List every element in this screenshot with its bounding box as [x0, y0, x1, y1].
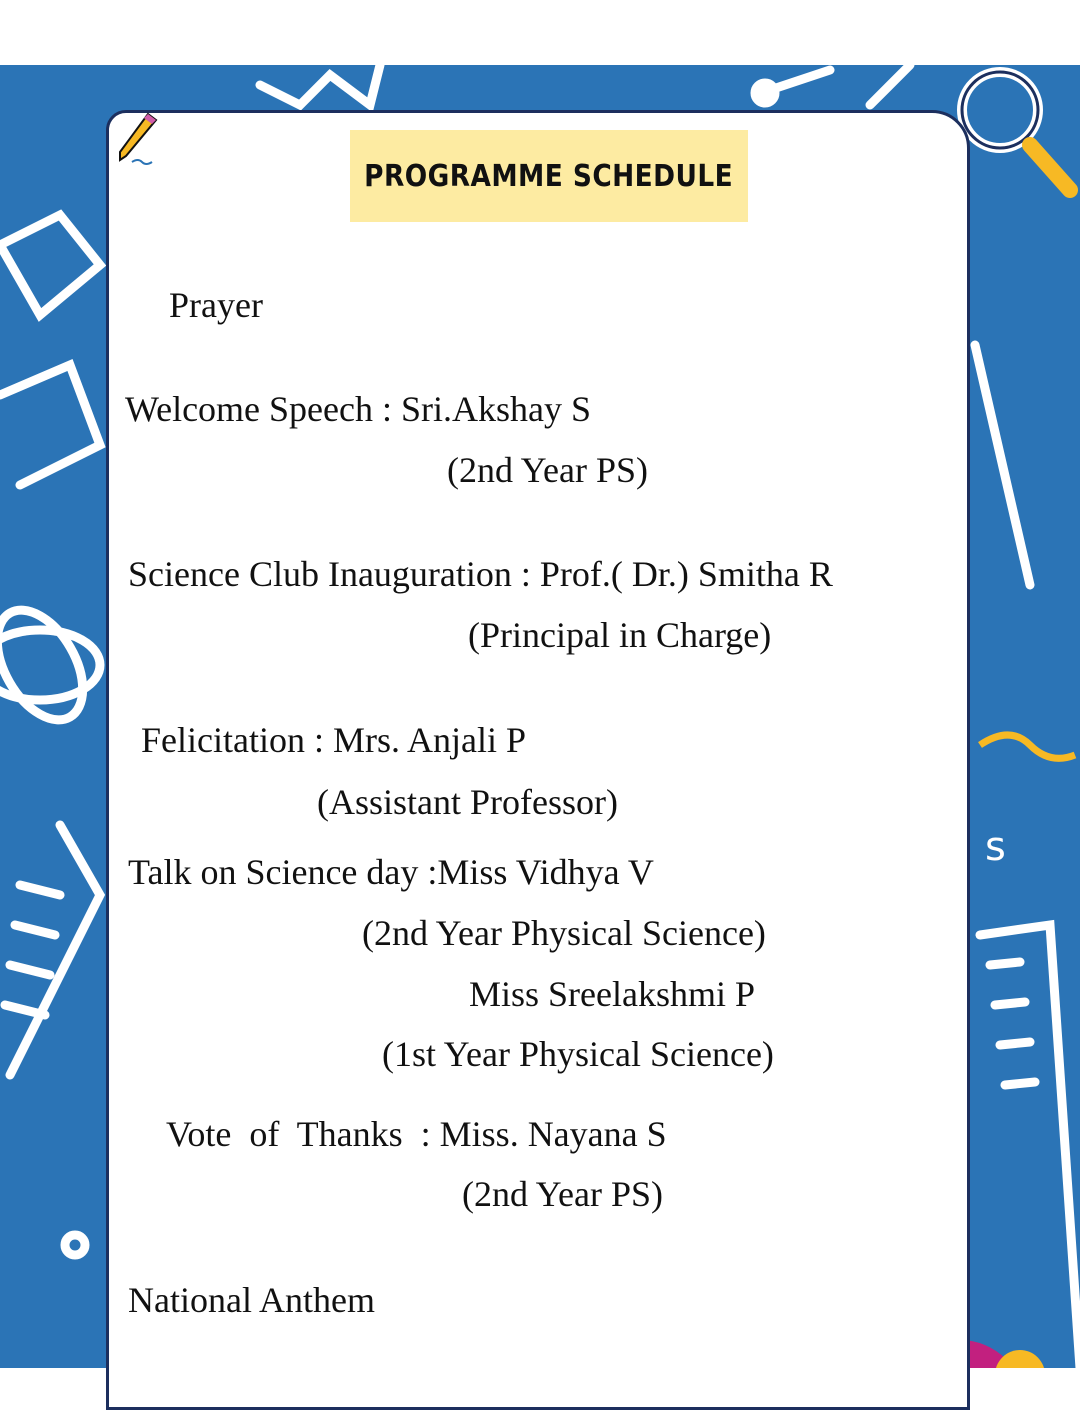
- title-banner: [350, 130, 748, 222]
- item-vote-of-thanks: Vote of Thanks : Miss. Nayana S: [166, 1114, 667, 1154]
- item-talk: Talk on Science day :Miss Vidhya V: [128, 852, 654, 892]
- doodle-ruler-icon: [0, 365, 100, 485]
- item-talk-role-2: (1st Year Physical Science): [382, 1034, 774, 1074]
- item-inauguration: Science Club Inauguration : Prof.( Dr.) Smitha R: [128, 554, 833, 594]
- item-talk-name-2: Miss Sreelakshmi P: [469, 974, 756, 1014]
- item-inauguration-role: (Principal in Charge): [468, 615, 772, 655]
- doodle-check-icon: [260, 65, 380, 105]
- item-felicitation-role: (Assistant Professor): [317, 782, 618, 822]
- item-talk-role-1: (2nd Year Physical Science): [362, 913, 766, 953]
- item-vote-role: (2nd Year PS): [462, 1174, 664, 1214]
- page-title: PROGRAMME SCHEDULE: [364, 158, 734, 194]
- item-welcome: Welcome Speech : Sri.Akshay S: [125, 389, 592, 429]
- item-national-anthem: National Anthem: [128, 1280, 375, 1320]
- item-prayer: Prayer: [169, 285, 263, 325]
- item-felicitation: Felicitation : Mrs. Anjali P: [141, 720, 526, 760]
- svg-text:s: s: [985, 824, 1006, 870]
- doodle-ruler-right-icon: [975, 345, 1030, 585]
- doodle-triangle-icon: [0, 215, 100, 315]
- item-welcome-role: (2nd Year PS): [447, 450, 649, 490]
- pencil-icon: [112, 110, 162, 166]
